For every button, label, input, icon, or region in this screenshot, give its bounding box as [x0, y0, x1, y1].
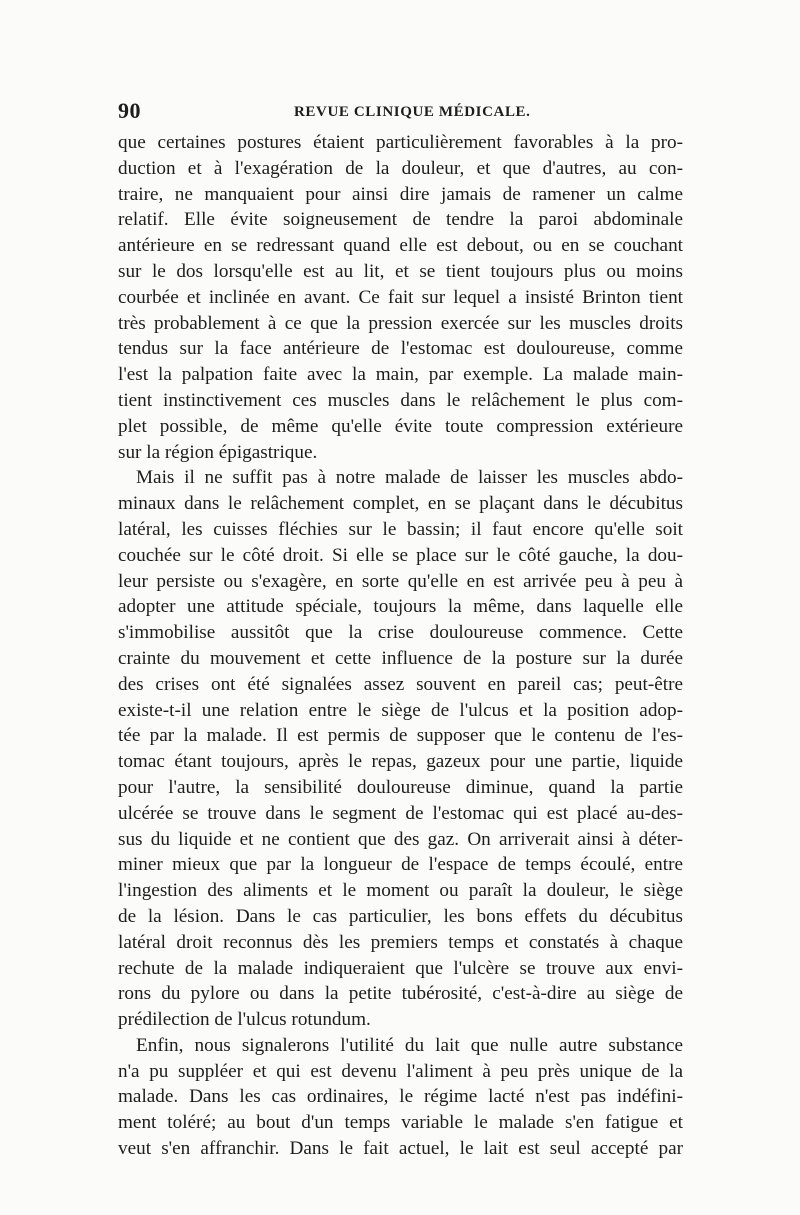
text-line: l'est la palpation faite avec la main, par exemple. La malade main-: [118, 364, 683, 386]
text-line: sur le dos lorsqu'elle est au lit, et se tient toujours plus ou moins: [118, 260, 683, 282]
text-line: latéral droit reconnus dès les premiers temps et constatés à chaque: [118, 931, 683, 953]
text-line: duction et à l'exagération de la douleur, et que d'autres, au con-: [118, 157, 683, 179]
text-line: prédilection de l'ulcus rotundum.: [118, 1009, 371, 1031]
text-line: pour l'autre, la sensibilité douloureuse diminue, quand la partie: [118, 776, 683, 798]
text-line: Mais il ne suffit pas à notre malade de laisser les muscles abdo-: [136, 467, 683, 489]
text-line: tendus sur la face antérieure de l'estomac est douloureuse, comme: [118, 338, 683, 360]
text-line: Enfin, nous signalerons l'utilité du lait que nulle autre substance: [136, 1034, 683, 1056]
text-line: des crises ont été signalées assez souvent en pareil cas; peut-être: [118, 673, 683, 695]
text-line: sur la région épigastrique.: [118, 441, 318, 463]
paragraph: [118, 465, 683, 1033]
text-line: de la lésion. Dans le cas particulier, les bons effets du décubitus: [118, 905, 683, 927]
text-line: n'a pu suppléer et qui est devenu l'aliment à peu près unique de la: [118, 1060, 683, 1082]
text-line: s'immobilise aussitôt que la crise douloureuse commence. Cette: [118, 622, 683, 644]
text-line: tient instinctivement ces muscles dans le relâchement le plus com-: [118, 389, 683, 411]
text-line: plet possible, de même qu'elle évite toute compression extérieure: [118, 415, 683, 437]
journal-title: REVUE CLINIQUE MÉDICALE.: [294, 104, 531, 120]
page-number: 90: [118, 98, 141, 123]
running-head: [118, 98, 683, 128]
text-line: malade. Dans les cas ordinaires, le régime lacté n'est pas indéfini-: [118, 1086, 683, 1108]
text-line: crainte du mouvement et cette influence de la posture sur la durée: [118, 647, 683, 669]
text-line: latéral, les cuisses fléchies sur le bassin; il faut encore qu'elle soit: [118, 518, 683, 540]
text-line: tomac étant toujours, après le repas, gazeux pour une partie, liquide: [118, 751, 683, 773]
text-line: antérieure en se redressant quand elle est debout, ou en se couchant: [118, 235, 683, 257]
text-line: traire, ne manquaient pour ainsi dire jamais de ramener un calme: [118, 183, 683, 205]
text-line: ment toléré; au bout d'un temps variable le malade s'en fatigue et: [118, 1112, 683, 1134]
body-text: [118, 130, 683, 1162]
text-line: très probablement à ce que la pression exercée sur les muscles droits: [118, 312, 683, 334]
text-line: relatif. Elle évite soigneusement de tendre la paroi abdominale: [118, 209, 683, 231]
text-line: courbée et inclinée en avant. Ce fait sur lequel a insisté Brinton tient: [118, 286, 683, 308]
paragraph: [118, 1033, 683, 1162]
text-line: existe-t-il une relation entre le siège de l'ulcus et la position adop-: [118, 699, 683, 721]
text-line: tée par la malade. Il est permis de supposer que le contenu de l'es-: [118, 725, 683, 747]
text-line: minaux dans le relâchement complet, en se plaçant dans le décubitus: [118, 493, 683, 515]
text-line: l'ingestion des aliments et le moment ou paraît la douleur, le siège: [118, 880, 683, 902]
paragraph: [118, 130, 683, 465]
text-line: rons du pylore ou dans la petite tubérosité, c'est-à-dire au siège de: [118, 983, 683, 1005]
text-line: couchée sur le côté droit. Si elle se place sur le côté gauche, la dou-: [118, 544, 683, 566]
text-line: miner mieux que par la longueur de l'espace de temps écoulé, entre: [118, 854, 683, 876]
text-line: ulcérée se trouve dans le segment de l'estomac qui est placé au-des-: [118, 802, 683, 824]
text-line: veut s'en affranchir. Dans le fait actuel, le lait est seul accepté par: [118, 1138, 683, 1160]
text-line: sus du liquide et ne contient que des gaz. On arriverait ainsi à déter-: [118, 828, 683, 850]
text-line: rechute de la malade indiqueraient que l'ulcère se trouve aux envi-: [118, 957, 683, 979]
book-page: [118, 98, 683, 1162]
text-line: adopter une attitude spéciale, toujours la même, dans laquelle elle: [118, 596, 683, 618]
text-line: leur persiste ou s'exagère, en sorte qu'elle en est arrivée peu à peu à: [118, 570, 683, 592]
text-line: que certaines postures étaient particulièrement favorables à la pro-: [118, 132, 683, 153]
